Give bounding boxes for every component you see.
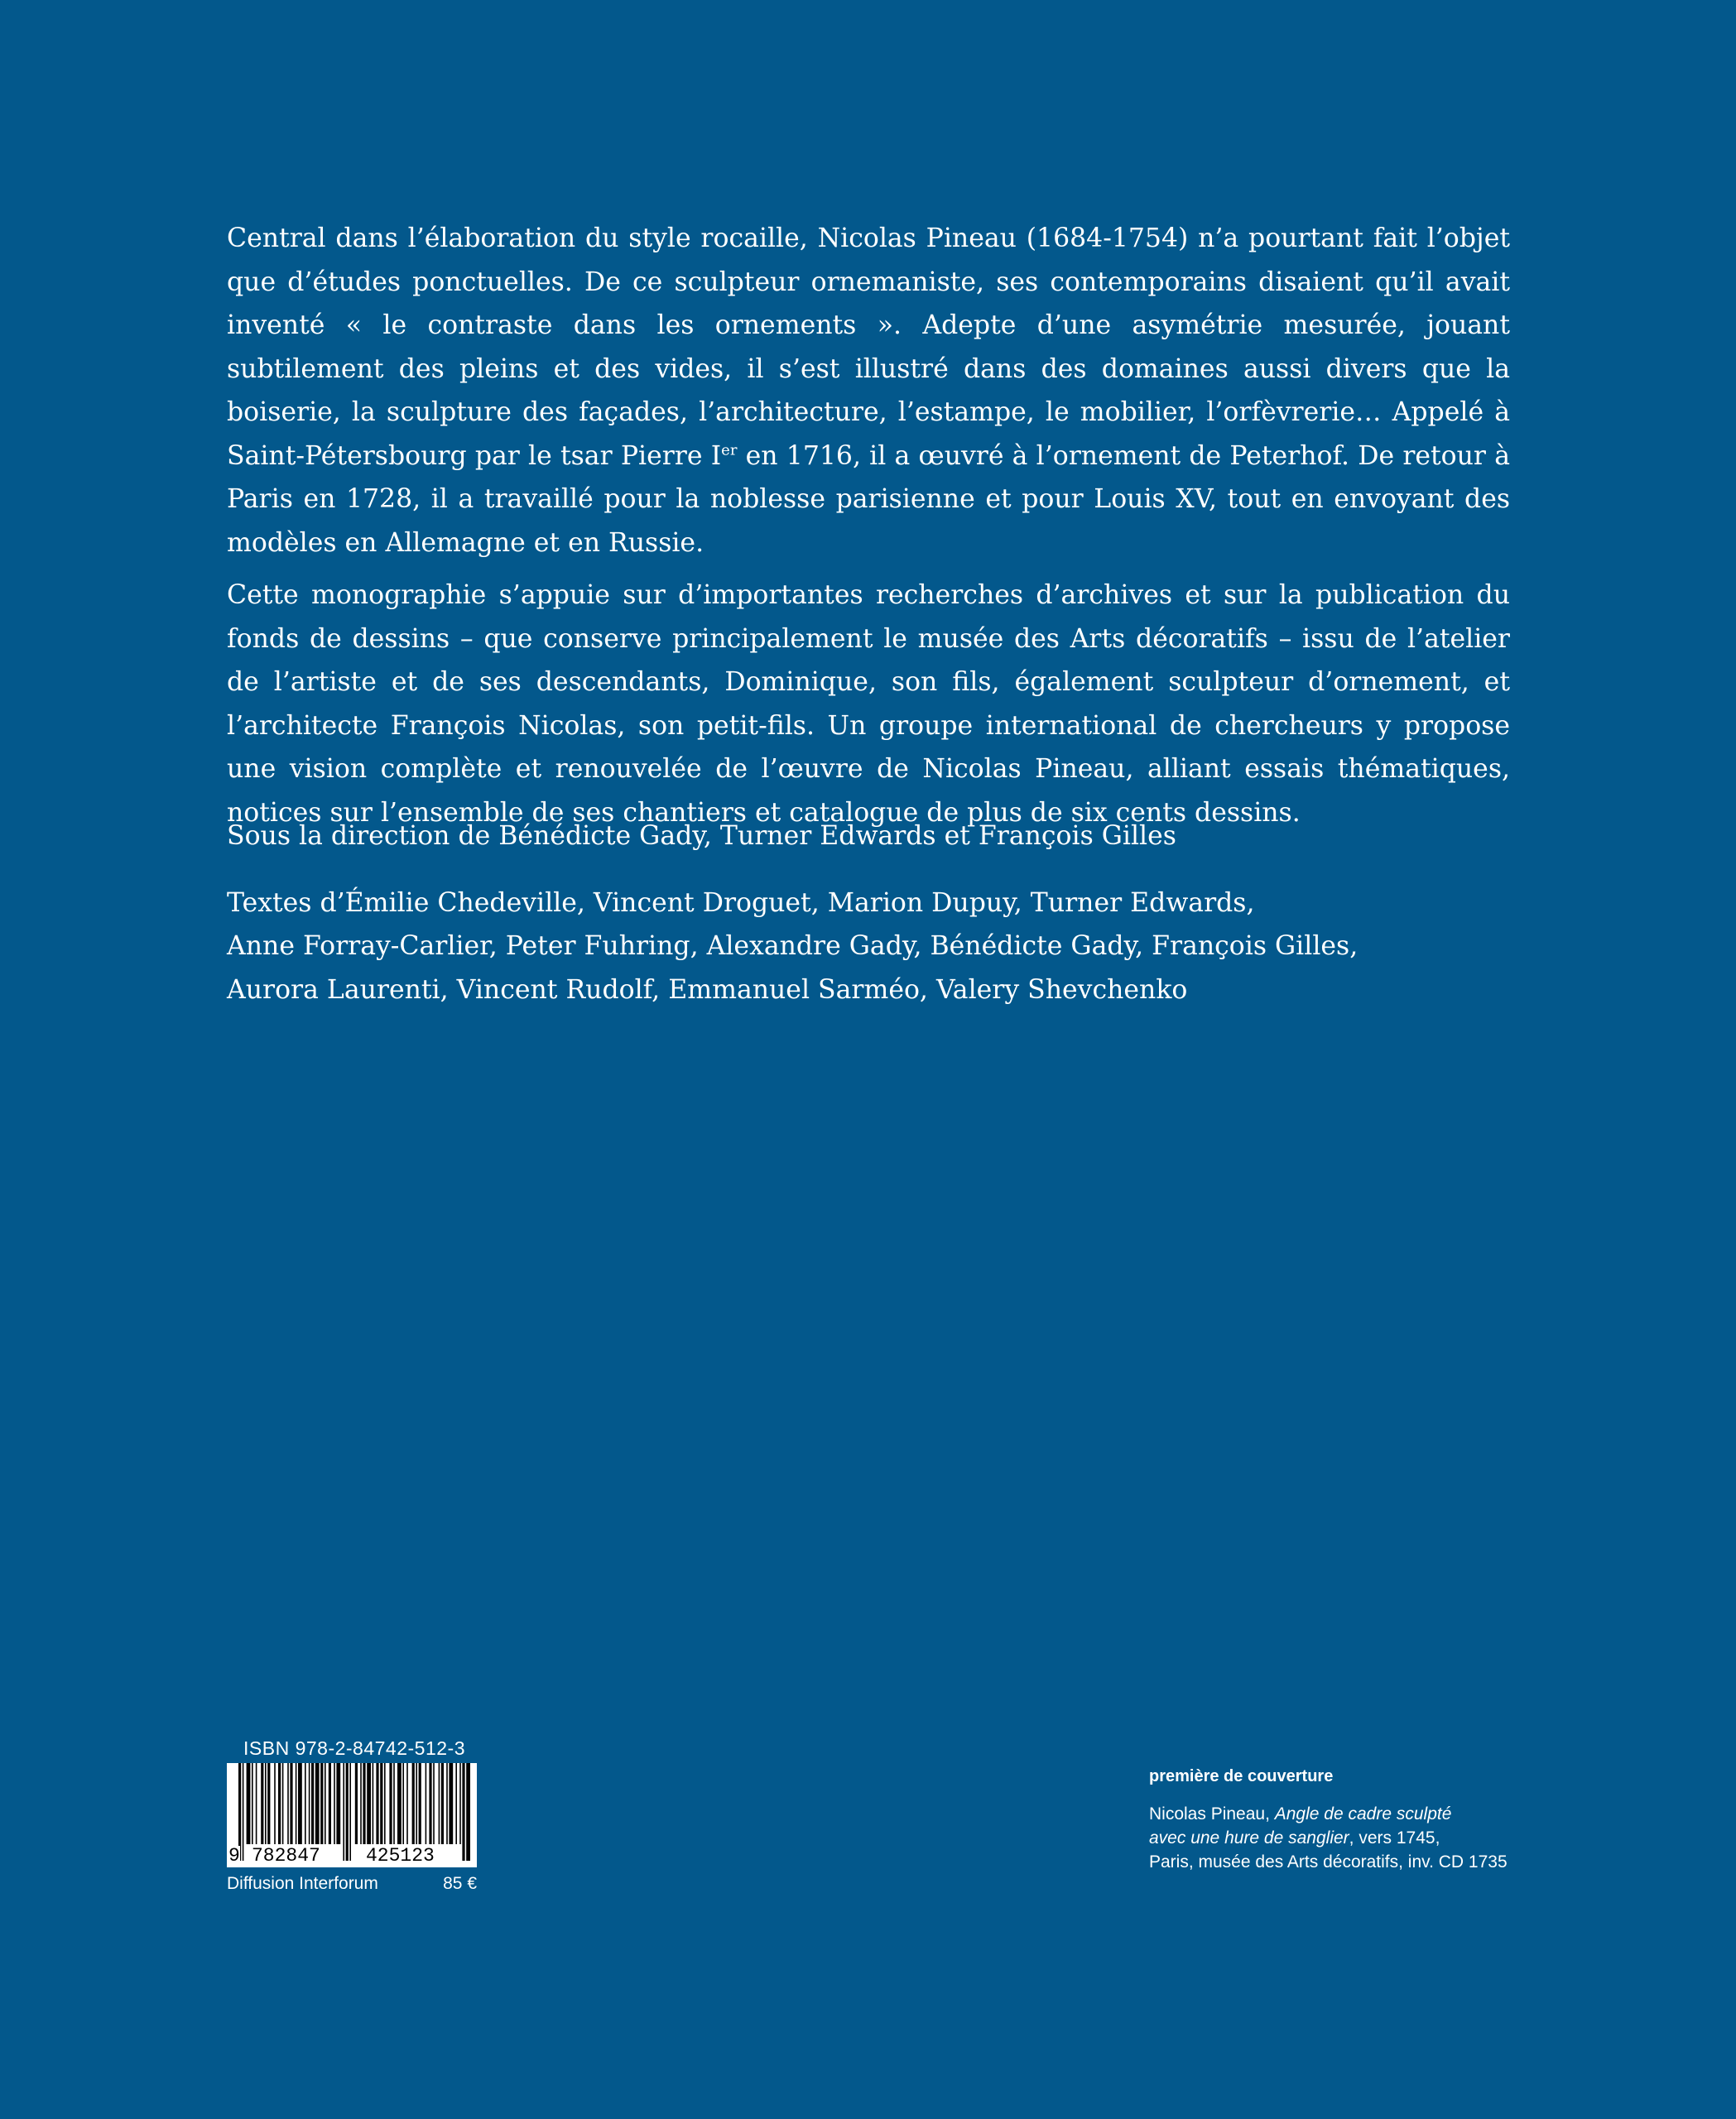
- barcode-bar: [349, 1763, 351, 1861]
- barcode-bar: [433, 1763, 435, 1844]
- barcode-bar: [397, 1763, 402, 1844]
- barcode-bar: [290, 1763, 292, 1844]
- barcode-bar: [376, 1763, 378, 1844]
- barcode-bar: [449, 1763, 453, 1844]
- contributors-line-3: Aurora Laurenti, Vincent Rudolf, Emmanuel Sarméo, Valery Shevchenko: [227, 974, 1188, 1005]
- barcode-bar: [429, 1763, 431, 1844]
- barcode-bar: [278, 1763, 281, 1844]
- barcode-bar: [309, 1763, 310, 1844]
- barcode-bar: [412, 1763, 415, 1844]
- barcode-bar: [360, 1763, 362, 1844]
- contributors-line-2: Anne Forray-Carlier, Peter Fuhring, Alexandre Gady, Bénédicte Gady, François Gilles,: [227, 931, 1359, 961]
- barcode-bar: [287, 1763, 289, 1844]
- barcode-bar: [466, 1763, 470, 1861]
- barcode-bar: [247, 1763, 251, 1844]
- artwork-location: Paris, musée des Arts décoratifs, inv. CD 1735: [1149, 1852, 1508, 1872]
- barcode-bar: [419, 1763, 421, 1844]
- barcode-bar: [441, 1763, 444, 1844]
- barcode-bar: [320, 1763, 323, 1844]
- barcode-bar: [282, 1763, 284, 1844]
- barcode-digit-first: 9: [228, 1845, 240, 1867]
- contributors-list: [227, 882, 1510, 1012]
- editors-line: Sous la direction de Bénédicte Gady, Turner Edwards et François Gilles: [227, 821, 1176, 851]
- barcode-bar: [325, 1763, 326, 1844]
- barcode-bar: [426, 1763, 427, 1844]
- barcode-bar: [346, 1763, 349, 1861]
- price: 85 €: [443, 1874, 477, 1893]
- barcode-bar: [329, 1763, 331, 1844]
- book-description: [227, 217, 1510, 843]
- barcode-bar: [367, 1763, 371, 1844]
- isbn-number: ISBN 978-2-84742-512-3: [243, 1737, 465, 1759]
- barcode-bar: [380, 1763, 382, 1844]
- barcode-bar: [373, 1763, 374, 1844]
- barcode-digits-right: 425123: [366, 1845, 435, 1867]
- barcode-bar: [252, 1763, 253, 1844]
- barcode-bar: [455, 1763, 457, 1844]
- barcode-bar: [416, 1763, 417, 1844]
- barcode-bar: [393, 1763, 395, 1844]
- barcode-bar: [389, 1763, 392, 1844]
- barcode-bar: [355, 1763, 358, 1844]
- barcode-bar: [363, 1763, 365, 1844]
- cover-credit-label: première de couverture: [1149, 1767, 1334, 1785]
- barcode-bar: [267, 1763, 270, 1844]
- description-paragraph-2: Cette monographie s’appuie sur d’importantes recherches d’archives et sur la publication du fonds de dessins – que conserve principalement le musée des Arts décoratifs – issu de l’atelier de l’artiste et de ses descendants, Dominique, son fils, également sculpteur d’ornement, et l’architecte François Nicolas, son petit-fils. Un groupe international de chercheurs y propose une vision complète et renouvelée de l’œuvre de Nicolas Pineau, alliant essais thématiques, notices sur l’ensemble de ses chantiers et catalogue de plus de six cents dessins.: [227, 580, 1510, 828]
- barcode-bar: [462, 1763, 464, 1861]
- barcode-bar: [311, 1763, 314, 1844]
- artwork-date: , vers 1745,: [1349, 1828, 1440, 1848]
- barcode-bar: [261, 1763, 263, 1844]
- barcode-bar: [256, 1763, 257, 1844]
- distributor-name: Diffusion Interforum: [227, 1874, 378, 1893]
- paragraph-1-text: Central dans l’élaboration du style rocaille, Nicolas Pineau (1684-1754) n’a pourtant fait l’objet que d’études ponctuelles. De ce sculpteur ornemaniste, ses contemporains disaient qu’il avait inventé « le contraste dans les ornements ». Adepte d’une asymétrie mesurée, jouant subtilement des pleins et des vides, il s’est illustré dans des domaines aussi divers que la boiserie, la sculpture des façades, l’architecture, l’estampe, le mobilier, l’orfèvrerie… Appelé à Saint-Pétersbourg par le tsar Pierre I: [227, 223, 1510, 471]
- artwork-title-line-2: avec une hure de sanglier: [1149, 1828, 1349, 1848]
- barcode-bar: [439, 1763, 440, 1844]
- barcode-bar: [298, 1763, 302, 1844]
- contributors-line-1: Textes d’Émilie Chedeville, Vincent Droguet, Marion Dupuy, Turner Edwards,: [227, 887, 1255, 918]
- authors-credits: [227, 814, 1510, 1011]
- paragraph-1-continued: en 1716, il a œuvré à l’ornement de Peterhof. De retour à Paris en 1728, il a travaillé pour la noblesse parisienne et pour Louis XV, tout en envoyant des modèles en Allemagne et en Russie.: [227, 440, 1510, 558]
- cover-image-credit: [1149, 1765, 1580, 1874]
- barcode-bar: [243, 1763, 244, 1861]
- barcode-bar: [343, 1763, 344, 1861]
- distribution-line: [227, 1874, 477, 1894]
- barcode-bar: [406, 1763, 408, 1844]
- barcode-bar: [274, 1763, 276, 1844]
- barcode-bar: [336, 1763, 340, 1844]
- ean-barcode: [227, 1763, 477, 1867]
- artwork-title-line-1: Angle de cadre sculpté: [1274, 1804, 1452, 1823]
- barcode-bar: [384, 1763, 386, 1844]
- barcode-bar: [446, 1763, 448, 1844]
- cover-credit-caption: [1149, 1802, 1580, 1874]
- barcode-bar: [296, 1763, 297, 1844]
- description-paragraph-1: [227, 217, 1510, 565]
- barcode-bar: [315, 1763, 320, 1844]
- barcode-bar: [305, 1763, 306, 1844]
- barcode-bar: [402, 1763, 404, 1844]
- barcode-bar: [459, 1763, 461, 1844]
- barcode-bar: [334, 1763, 335, 1844]
- barcode-block: [227, 1737, 492, 1894]
- barcode-bar: [265, 1763, 267, 1844]
- barcode-digits-left: 782847: [252, 1845, 320, 1867]
- artist-name: Nicolas Pineau,: [1149, 1804, 1275, 1823]
- ordinal-superscript: er: [721, 441, 738, 459]
